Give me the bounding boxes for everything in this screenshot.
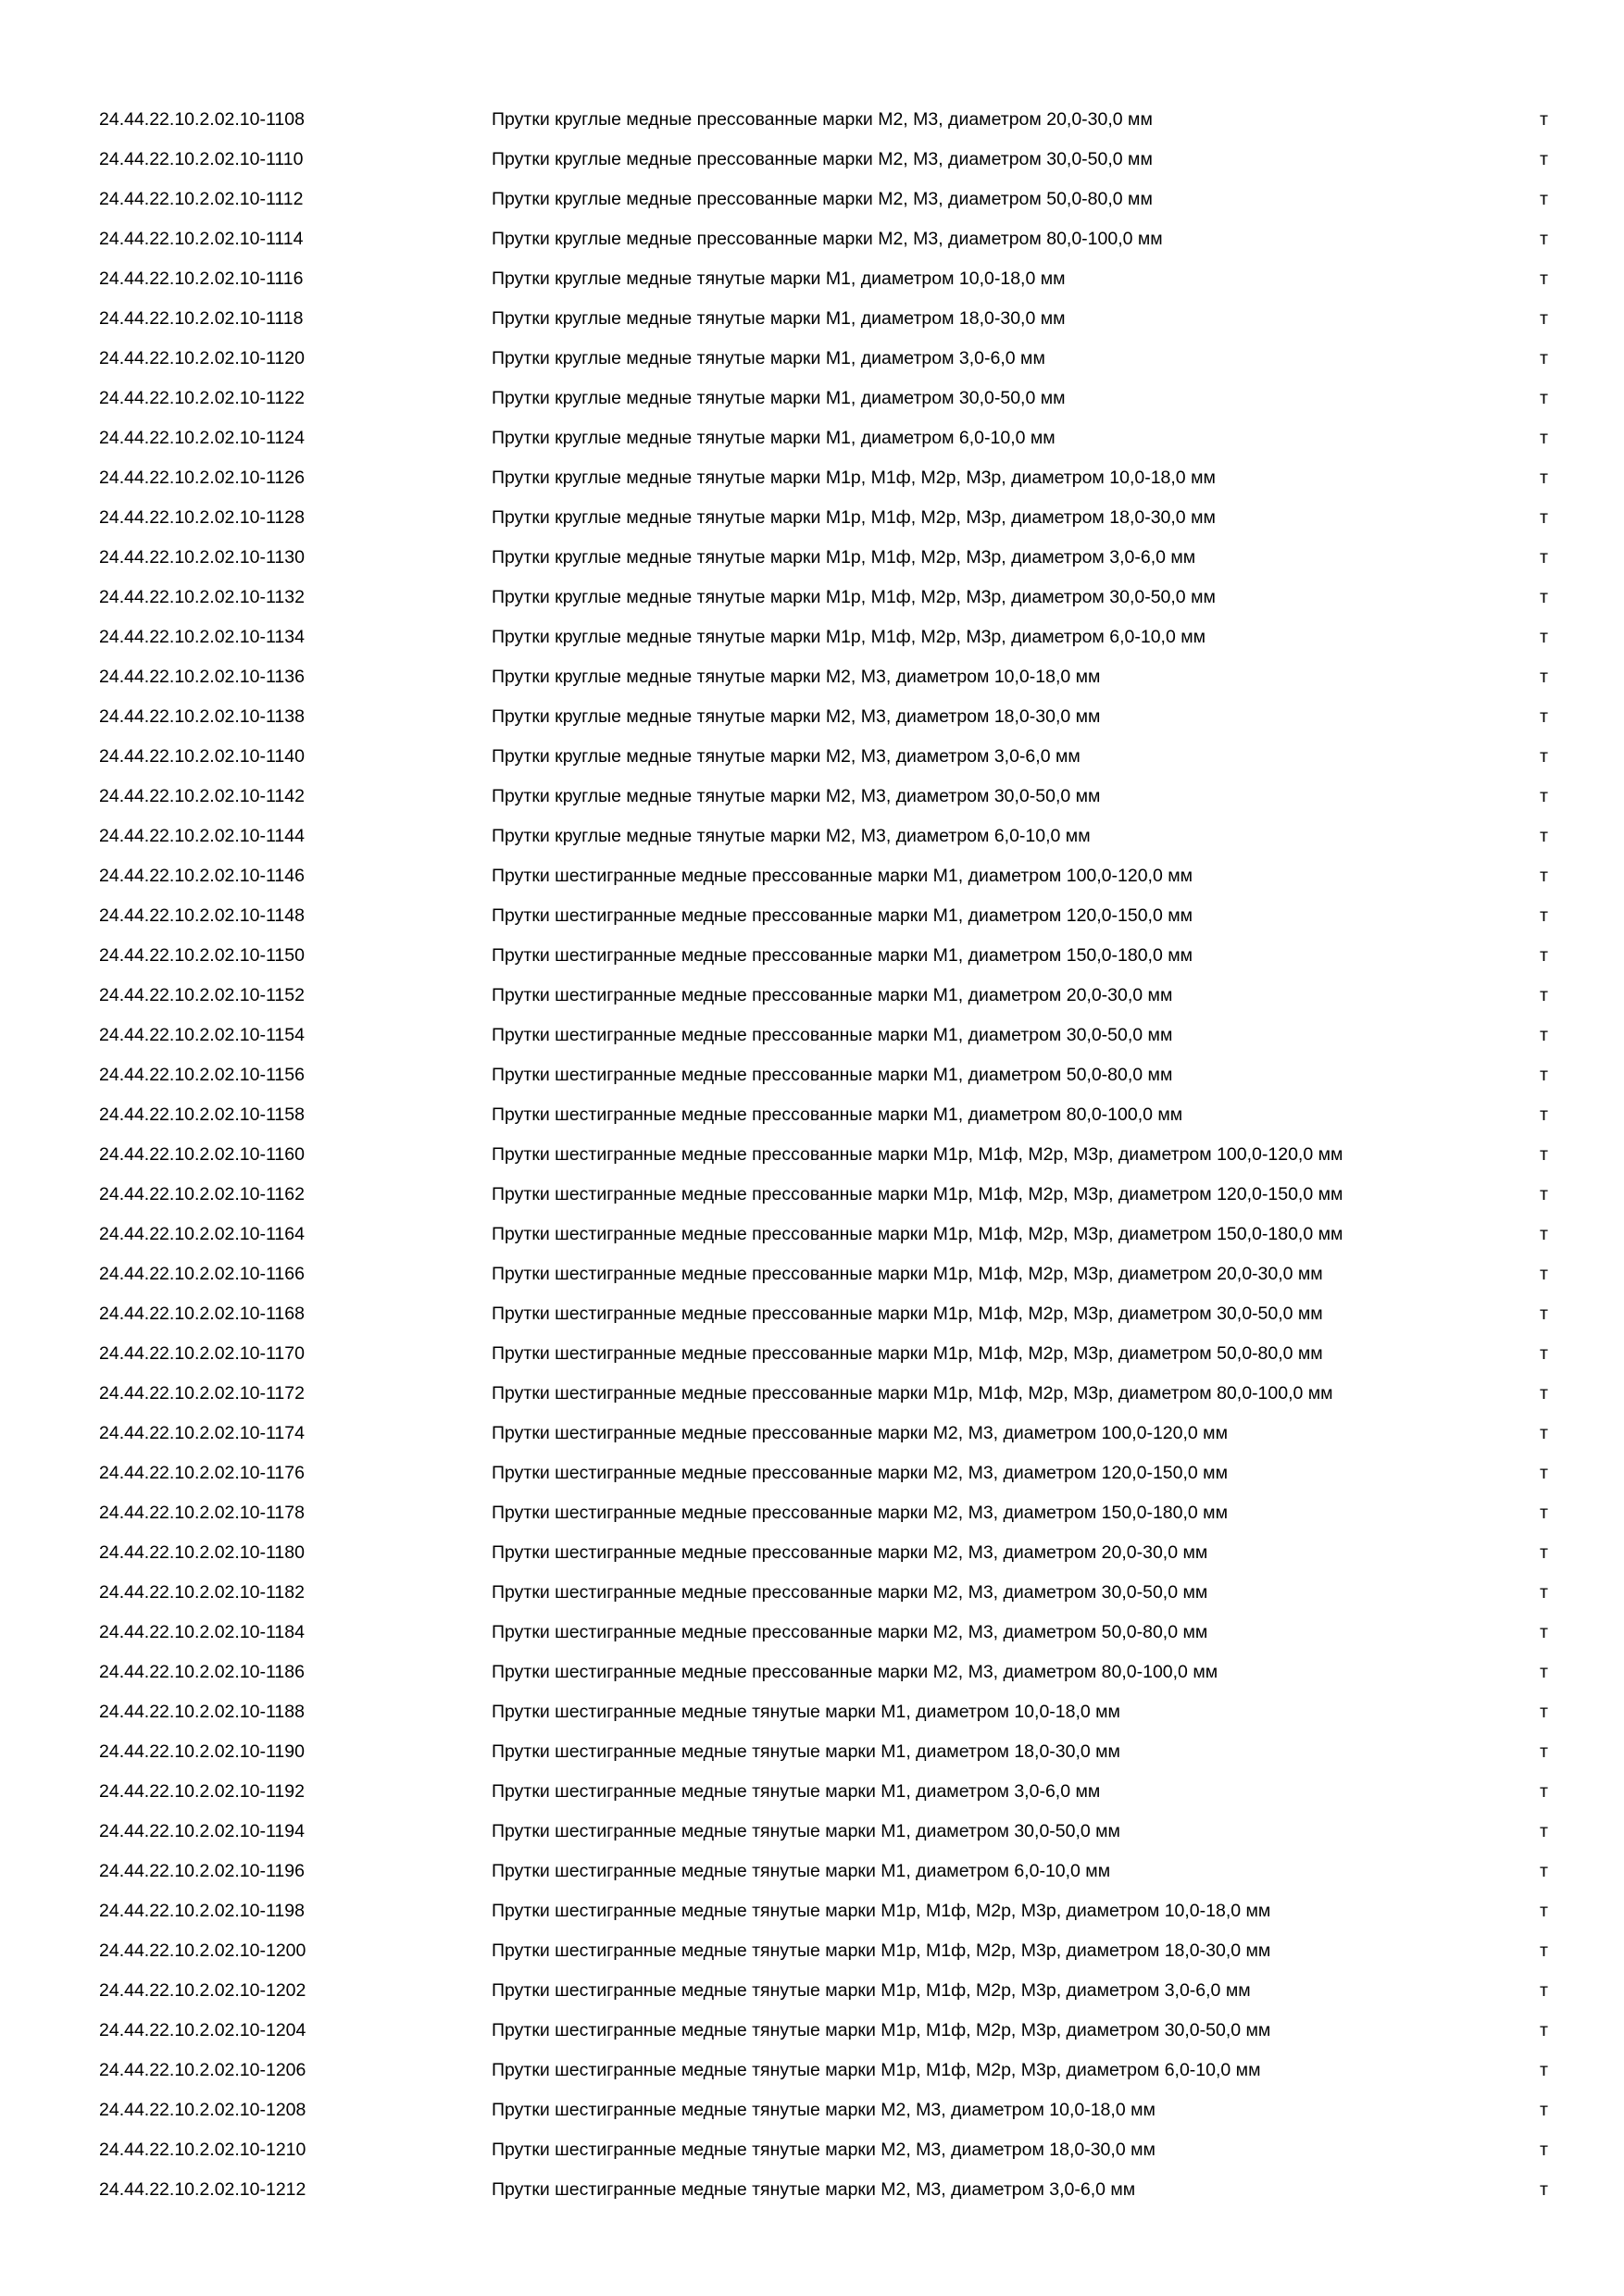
row-unit: т (1540, 1304, 1548, 1324)
row-unit: т (1540, 786, 1548, 806)
row-code: 24.44.22.10.2.02.10-1160 (99, 1144, 305, 1165)
table-row (0, 1931, 1624, 1971)
table-row (0, 339, 1624, 379)
row-code: 24.44.22.10.2.02.10-1184 (99, 1622, 305, 1642)
row-name: Прутки круглые медные тянутые марки М1р, М1ф, М2р, М3р, диаметром 3,0-6,0 мм (492, 547, 1196, 568)
row-code: 24.44.22.10.2.02.10-1144 (99, 826, 305, 846)
table-row (0, 657, 1624, 697)
row-name: Прутки круглые медные прессованные марки М2, М3, диаметром 30,0-50,0 мм (492, 149, 1153, 169)
row-unit: т (1540, 1025, 1548, 1045)
row-unit: т (1540, 706, 1548, 727)
row-code: 24.44.22.10.2.02.10-1134 (99, 627, 305, 647)
row-name: Прутки шестигранные медные тянутые марки М1р, М1ф, М2р, М3р, диаметром 10,0-18,0 мм (492, 1901, 1271, 1921)
table-row (0, 538, 1624, 578)
table-row (0, 817, 1624, 856)
row-unit: т (1540, 1542, 1548, 1563)
row-code: 24.44.22.10.2.02.10-1204 (99, 2020, 306, 2040)
row-code: 24.44.22.10.2.02.10-1164 (99, 1224, 305, 1244)
row-unit: т (1540, 1463, 1548, 1483)
row-name: Прутки круглые медные тянутые марки М1, диаметром 6,0-10,0 мм (492, 428, 1056, 448)
row-name: Прутки шестигранные медные прессованные марки М1р, М1ф, М2р, М3р, диаметром 50,0-80,0 мм (492, 1343, 1323, 1364)
row-code: 24.44.22.10.2.02.10-1206 (99, 2060, 306, 2080)
row-unit: т (1540, 1065, 1548, 1085)
row-unit: т (1540, 1224, 1548, 1244)
table-row (0, 578, 1624, 618)
row-code: 24.44.22.10.2.02.10-1120 (99, 348, 305, 368)
table-row (0, 1573, 1624, 1613)
row-name: Прутки круглые медные прессованные марки М2, М3, диаметром 50,0-80,0 мм (492, 189, 1153, 209)
row-unit: т (1540, 1184, 1548, 1204)
row-name: Прутки круглые медные тянутые марки М1, диаметром 10,0-18,0 мм (492, 268, 1066, 289)
table-row (0, 976, 1624, 1016)
row-code: 24.44.22.10.2.02.10-1208 (99, 2100, 306, 2120)
row-name: Прутки шестигранные медные прессованные марки М2, М3, диаметром 50,0-80,0 мм (492, 1622, 1208, 1642)
table-row (0, 1692, 1624, 1732)
row-name: Прутки шестигранные медные прессованные марки М1, диаметром 20,0-30,0 мм (492, 985, 1173, 1005)
table-row (0, 180, 1624, 219)
row-name: Прутки шестигранные медные прессованные марки М1, диаметром 80,0-100,0 мм (492, 1104, 1183, 1125)
row-code: 24.44.22.10.2.02.10-1186 (99, 1662, 305, 1682)
row-code: 24.44.22.10.2.02.10-1174 (99, 1423, 305, 1443)
row-name: Прутки круглые медные тянутые марки М1р, М1ф, М2р, М3р, диаметром 18,0-30,0 мм (492, 507, 1216, 528)
row-unit: т (1540, 905, 1548, 926)
row-code: 24.44.22.10.2.02.10-1168 (99, 1304, 305, 1324)
row-name: Прутки шестигранные медные тянутые марки М1р, М1ф, М2р, М3р, диаметром 18,0-30,0 мм (492, 1940, 1271, 1961)
row-name: Прутки шестигранные медные прессованные марки М1р, М1ф, М2р, М3р, диаметром 20,0-30,0 мм (492, 1264, 1323, 1284)
row-name: Прутки круглые медные тянутые марки М1р, М1ф, М2р, М3р, диаметром 10,0-18,0 мм (492, 468, 1216, 488)
row-name: Прутки шестигранные медные прессованные марки М2, М3, диаметром 20,0-30,0 мм (492, 1542, 1208, 1563)
table-row (0, 379, 1624, 418)
row-code: 24.44.22.10.2.02.10-1180 (99, 1542, 305, 1563)
row-name: Прутки шестигранные медные тянутые марки М1, диаметром 30,0-50,0 мм (492, 1821, 1120, 1841)
row-code: 24.44.22.10.2.02.10-1128 (99, 507, 305, 528)
row-code: 24.44.22.10.2.02.10-1122 (99, 388, 305, 408)
row-code: 24.44.22.10.2.02.10-1190 (99, 1741, 305, 1762)
row-code: 24.44.22.10.2.02.10-1116 (99, 268, 304, 289)
row-code: 24.44.22.10.2.02.10-1124 (99, 428, 305, 448)
row-name: Прутки круглые медные тянутые марки М1, диаметром 18,0-30,0 мм (492, 308, 1066, 329)
row-unit: т (1540, 1821, 1548, 1841)
row-name: Прутки круглые медные тянутые марки М2, М3, диаметром 18,0-30,0 мм (492, 706, 1101, 727)
row-name: Прутки шестигранные медные тянутые марки М1р, М1ф, М2р, М3р, диаметром 30,0-50,0 мм (492, 2020, 1271, 2040)
row-unit: т (1540, 229, 1548, 249)
table-row (0, 896, 1624, 936)
table-row (0, 1175, 1624, 1215)
row-name: Прутки шестигранные медные тянутые марки М1, диаметром 18,0-30,0 мм (492, 1741, 1120, 1762)
row-code: 24.44.22.10.2.02.10-1194 (99, 1821, 305, 1841)
table-row (0, 856, 1624, 896)
row-unit: т (1540, 2140, 1548, 2160)
table-row (0, 618, 1624, 657)
table-row (0, 777, 1624, 817)
table-row (0, 1891, 1624, 1931)
row-name: Прутки шестигранные медные тянутые марки М2, М3, диаметром 18,0-30,0 мм (492, 2140, 1156, 2160)
table-row (0, 1493, 1624, 1533)
row-code: 24.44.22.10.2.02.10-1136 (99, 667, 305, 687)
row-unit: т (1540, 985, 1548, 1005)
row-name: Прутки шестигранные медные тянутые марки М1р, М1ф, М2р, М3р, диаметром 6,0-10,0 мм (492, 2060, 1261, 2080)
row-code: 24.44.22.10.2.02.10-1172 (99, 1383, 305, 1404)
row-code: 24.44.22.10.2.02.10-1158 (99, 1104, 305, 1125)
row-unit: т (1540, 1622, 1548, 1642)
row-name: Прутки круглые медные тянутые марки М1р, М1ф, М2р, М3р, диаметром 6,0-10,0 мм (492, 627, 1206, 647)
row-code: 24.44.22.10.2.02.10-1188 (99, 1702, 305, 1722)
row-name: Прутки шестигранные медные тянутые марки М2, М3, диаметром 3,0-6,0 мм (492, 2179, 1136, 2200)
row-code: 24.44.22.10.2.02.10-1162 (99, 1184, 305, 1204)
row-unit: т (1540, 1662, 1548, 1682)
row-name: Прутки шестигранные медные прессованные марки М1, диаметром 50,0-80,0 мм (492, 1065, 1173, 1085)
row-name: Прутки круглые медные тянутые марки М2, М3, диаметром 3,0-6,0 мм (492, 746, 1081, 767)
row-unit: т (1540, 826, 1548, 846)
table-row (0, 1533, 1624, 1573)
table-row (0, 737, 1624, 777)
row-code: 24.44.22.10.2.02.10-1126 (99, 468, 305, 488)
row-code: 24.44.22.10.2.02.10-1182 (99, 1582, 305, 1603)
table-row (0, 2130, 1624, 2170)
row-code: 24.44.22.10.2.02.10-1156 (99, 1065, 305, 1085)
table-row (0, 1055, 1624, 1095)
row-name: Прутки шестигранные медные прессованные марки М2, М3, диаметром 80,0-100,0 мм (492, 1662, 1218, 1682)
row-name: Прутки шестигранные медные тянутые марки М1, диаметром 3,0-6,0 мм (492, 1781, 1101, 1802)
row-name: Прутки шестигранные медные тянутые марки М1, диаметром 6,0-10,0 мм (492, 1861, 1111, 1881)
row-name: Прутки шестигранные медные прессованные марки М1р, М1ф, М2р, М3р, диаметром 100,0-120,0 мм (492, 1144, 1343, 1165)
row-code: 24.44.22.10.2.02.10-1178 (99, 1503, 305, 1523)
row-unit: т (1540, 1503, 1548, 1523)
row-name: Прутки шестигранные медные прессованные марки М1р, М1ф, М2р, М3р, диаметром 30,0-50,0 мм (492, 1304, 1323, 1324)
row-name: Прутки круглые медные тянутые марки М2, М3, диаметром 30,0-50,0 мм (492, 786, 1101, 806)
row-code: 24.44.22.10.2.02.10-1138 (99, 706, 305, 727)
table-row (0, 100, 1624, 140)
row-unit: т (1540, 1264, 1548, 1284)
row-code: 24.44.22.10.2.02.10-1148 (99, 905, 305, 926)
row-code: 24.44.22.10.2.02.10-1108 (99, 109, 305, 130)
table-row (0, 1653, 1624, 1692)
table-row (0, 2051, 1624, 2090)
row-unit: т (1540, 149, 1548, 169)
row-unit: т (1540, 1343, 1548, 1364)
table-row (0, 259, 1624, 299)
row-name: Прутки шестигранные медные прессованные марки М1, диаметром 120,0-150,0 мм (492, 905, 1193, 926)
row-code: 24.44.22.10.2.02.10-1146 (99, 866, 305, 886)
table-row (0, 1016, 1624, 1055)
row-code: 24.44.22.10.2.02.10-1176 (99, 1463, 305, 1483)
row-unit: т (1540, 1702, 1548, 1722)
row-code: 24.44.22.10.2.02.10-1140 (99, 746, 305, 767)
table-row (0, 1374, 1624, 1414)
row-name: Прутки круглые медные тянутые марки М2, М3, диаметром 6,0-10,0 мм (492, 826, 1091, 846)
table-row (0, 2170, 1624, 2210)
row-name: Прутки круглые медные тянутые марки М1, диаметром 3,0-6,0 мм (492, 348, 1045, 368)
row-code: 24.44.22.10.2.02.10-1212 (99, 2179, 306, 2200)
row-name: Прутки шестигранные медные прессованные марки М2, М3, диаметром 150,0-180,0 мм (492, 1503, 1228, 1523)
table-row (0, 1852, 1624, 1891)
row-unit: т (1540, 1582, 1548, 1603)
row-name: Прутки шестигранные медные прессованные марки М2, М3, диаметром 30,0-50,0 мм (492, 1582, 1208, 1603)
table-row (0, 1215, 1624, 1254)
row-code: 24.44.22.10.2.02.10-1114 (99, 229, 304, 249)
table-row (0, 1772, 1624, 1812)
table-row (0, 697, 1624, 737)
row-unit: т (1540, 1423, 1548, 1443)
row-unit: т (1540, 746, 1548, 767)
row-name: Прутки шестигранные медные тянутые марки М2, М3, диаметром 10,0-18,0 мм (492, 2100, 1156, 2120)
table-row (0, 1135, 1624, 1175)
row-name: Прутки шестигранные медные прессованные марки М1р, М1ф, М2р, М3р, диаметром 80,0-100,0 мм (492, 1383, 1333, 1404)
row-code: 24.44.22.10.2.02.10-1112 (99, 189, 304, 209)
row-name: Прутки круглые медные прессованные марки М2, М3, диаметром 20,0-30,0 мм (492, 109, 1153, 130)
row-unit: т (1540, 1383, 1548, 1404)
row-unit: т (1540, 428, 1548, 448)
row-code: 24.44.22.10.2.02.10-1110 (99, 149, 304, 169)
row-unit: т (1540, 109, 1548, 130)
row-unit: т (1540, 507, 1548, 528)
table-row (0, 1971, 1624, 2011)
row-unit: т (1540, 189, 1548, 209)
row-code: 24.44.22.10.2.02.10-1154 (99, 1025, 305, 1045)
table-row (0, 1254, 1624, 1294)
row-unit: т (1540, 1741, 1548, 1762)
row-name: Прутки шестигранные медные тянутые марки М1р, М1ф, М2р, М3р, диаметром 3,0-6,0 мм (492, 1980, 1251, 2001)
row-name: Прутки круглые медные тянутые марки М1, диаметром 30,0-50,0 мм (492, 388, 1066, 408)
row-code: 24.44.22.10.2.02.10-1196 (99, 1861, 305, 1881)
row-unit: т (1540, 627, 1548, 647)
row-code: 24.44.22.10.2.02.10-1152 (99, 985, 305, 1005)
table-row (0, 498, 1624, 538)
row-code: 24.44.22.10.2.02.10-1210 (99, 2140, 306, 2160)
row-unit: т (1540, 587, 1548, 607)
table-row (0, 299, 1624, 339)
row-code: 24.44.22.10.2.02.10-1142 (99, 786, 305, 806)
table-row (0, 458, 1624, 498)
row-name: Прутки шестигранные медные прессованные марки М1р, М1ф, М2р, М3р, диаметром 150,0-180,0 мм (492, 1224, 1343, 1244)
row-name: Прутки шестигранные медные тянутые марки М1, диаметром 10,0-18,0 мм (492, 1702, 1120, 1722)
table-row (0, 1294, 1624, 1334)
table-row (0, 1454, 1624, 1493)
table-row (0, 1334, 1624, 1374)
row-unit: т (1540, 667, 1548, 687)
row-unit: т (1540, 2179, 1548, 2200)
row-name: Прутки шестигранные медные прессованные марки М1, диаметром 30,0-50,0 мм (492, 1025, 1173, 1045)
row-name: Прутки круглые медные прессованные марки М2, М3, диаметром 80,0-100,0 мм (492, 229, 1163, 249)
row-code: 24.44.22.10.2.02.10-1130 (99, 547, 305, 568)
table-row (0, 1812, 1624, 1852)
row-unit: т (1540, 945, 1548, 966)
table-row (0, 1095, 1624, 1135)
row-code: 24.44.22.10.2.02.10-1150 (99, 945, 305, 966)
row-unit: т (1540, 1144, 1548, 1165)
row-name: Прутки шестигранные медные прессованные марки М1, диаметром 100,0-120,0 мм (492, 866, 1193, 886)
row-unit: т (1540, 2100, 1548, 2120)
row-unit: т (1540, 2020, 1548, 2040)
table-row (0, 140, 1624, 180)
row-code: 24.44.22.10.2.02.10-1118 (99, 308, 304, 329)
table-row (0, 2011, 1624, 2051)
row-name: Прутки круглые медные тянутые марки М2, М3, диаметром 10,0-18,0 мм (492, 667, 1101, 687)
row-unit: т (1540, 2060, 1548, 2080)
row-code: 24.44.22.10.2.02.10-1198 (99, 1901, 305, 1921)
row-unit: т (1540, 1861, 1548, 1881)
row-unit: т (1540, 1781, 1548, 1802)
row-unit: т (1540, 308, 1548, 329)
row-name: Прутки шестигранные медные прессованные марки М2, М3, диаметром 100,0-120,0 мм (492, 1423, 1228, 1443)
row-unit: т (1540, 1980, 1548, 2001)
row-unit: т (1540, 866, 1548, 886)
row-unit: т (1540, 547, 1548, 568)
row-name: Прутки шестигранные медные прессованные марки М1р, М1ф, М2р, М3р, диаметром 120,0-150,0 мм (492, 1184, 1343, 1204)
row-code: 24.44.22.10.2.02.10-1192 (99, 1781, 305, 1802)
row-unit: т (1540, 1940, 1548, 1961)
row-unit: т (1540, 468, 1548, 488)
row-code: 24.44.22.10.2.02.10-1202 (99, 1980, 306, 2001)
table-row (0, 219, 1624, 259)
row-code: 24.44.22.10.2.02.10-1132 (99, 587, 305, 607)
row-unit: т (1540, 268, 1548, 289)
table-row (0, 2090, 1624, 2130)
row-unit: т (1540, 1104, 1548, 1125)
table-row (0, 1414, 1624, 1454)
row-name: Прутки круглые медные тянутые марки М1р, М1ф, М2р, М3р, диаметром 30,0-50,0 мм (492, 587, 1216, 607)
table-row (0, 418, 1624, 458)
row-unit: т (1540, 1901, 1548, 1921)
row-name: Прутки шестигранные медные прессованные марки М1, диаметром 150,0-180,0 мм (492, 945, 1193, 966)
row-code: 24.44.22.10.2.02.10-1166 (99, 1264, 305, 1284)
table-row (0, 1732, 1624, 1772)
table-row (0, 1613, 1624, 1653)
row-unit: т (1540, 348, 1548, 368)
row-unit: т (1540, 388, 1548, 408)
row-code: 24.44.22.10.2.02.10-1170 (99, 1343, 305, 1364)
row-code: 24.44.22.10.2.02.10-1200 (99, 1940, 306, 1961)
table-row (0, 936, 1624, 976)
row-name: Прутки шестигранные медные прессованные марки М2, М3, диаметром 120,0-150,0 мм (492, 1463, 1228, 1483)
